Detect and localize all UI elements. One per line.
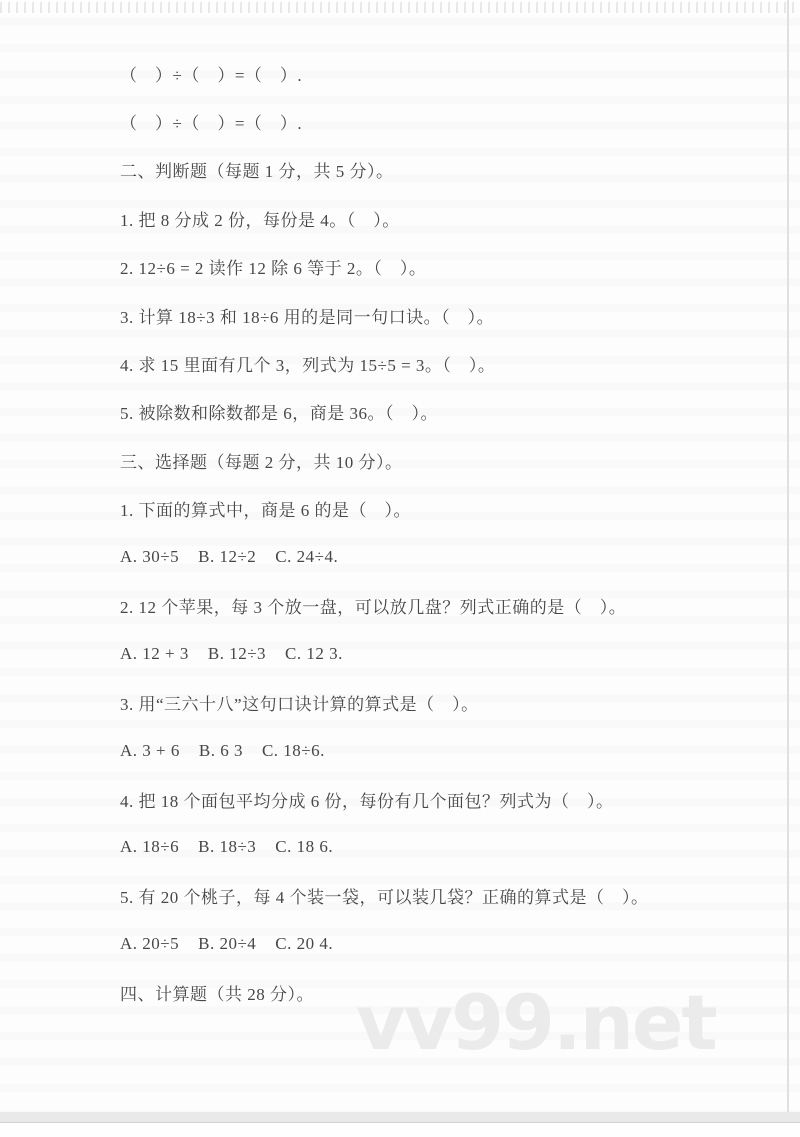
choice-question-2: 2. 12 个苹果，每 3 个放一盘，可以放几盘？列式正确的是（ ）。 [120, 597, 627, 617]
fill-blank-line: （ ）÷（ ）=（ ）. [120, 65, 303, 85]
watermark: vv99.net [356, 978, 716, 1067]
choice-question-3: 3. 用“三六十八”这句口诀计算的算式是（ ）。 [120, 694, 479, 714]
judge-item-2: 2. 12÷6 = 2 读作 12 除 6 等于 2。（ ）。 [120, 259, 427, 279]
choice-options-2: A. 12 + 3 B. 12÷3 C. 12 3. [120, 643, 343, 663]
choice-options-1: A. 30÷5 B. 12÷2 C. 24÷4. [120, 547, 339, 567]
judge-item-1: 1. 把 8 分成 2 份，每份是 4。（ ）。 [120, 210, 400, 230]
cut-off-edge-pattern [0, 2, 800, 13]
next-page-top-edge [0, 1123, 800, 1137]
section-choice-heading: 三、选择题（每题 2 分，共 10 分）。 [120, 452, 403, 472]
choice-options-5: A. 20÷5 B. 20÷4 C. 20 4. [120, 934, 334, 954]
choice-question-4: 4. 把 18 个面包平均分成 6 份，每份有几个面包？列式为（ ）。 [120, 791, 614, 811]
choice-question-5: 5. 有 20 个桃子，每 4 个装一袋，可以装几袋？正确的算式是（ ）。 [120, 888, 649, 908]
choice-options-4: A. 18÷6 B. 18÷3 C. 18 6. [120, 837, 334, 857]
choice-options-3: A. 3 + 6 B. 6 3 C. 18÷6. [120, 740, 325, 760]
judge-item-5: 5. 被除数和除数都是 6，商是 36。（ ）。 [120, 404, 438, 424]
choice-question-1: 1. 下面的算式中，商是 6 的是（ ）。 [120, 501, 411, 521]
section-calc-heading: 四、计算题（共 28 分）。 [120, 985, 314, 1005]
judge-item-4: 4. 求 15 里面有几个 3，列式为 15÷5 = 3。（ ）。 [120, 356, 496, 376]
worksheet-content [120, 49, 764, 1017]
fill-blank-line: （ ）÷（ ）=（ ）. [120, 114, 303, 134]
page-break-gap [0, 1112, 800, 1123]
page-right-border [787, 0, 789, 1112]
section-judge-heading: 二、判断题（每题 1 分，共 5 分）。 [120, 162, 394, 182]
judge-item-3: 3. 计算 18÷3 和 18÷6 用的是同一句口诀。（ ）。 [120, 307, 495, 327]
